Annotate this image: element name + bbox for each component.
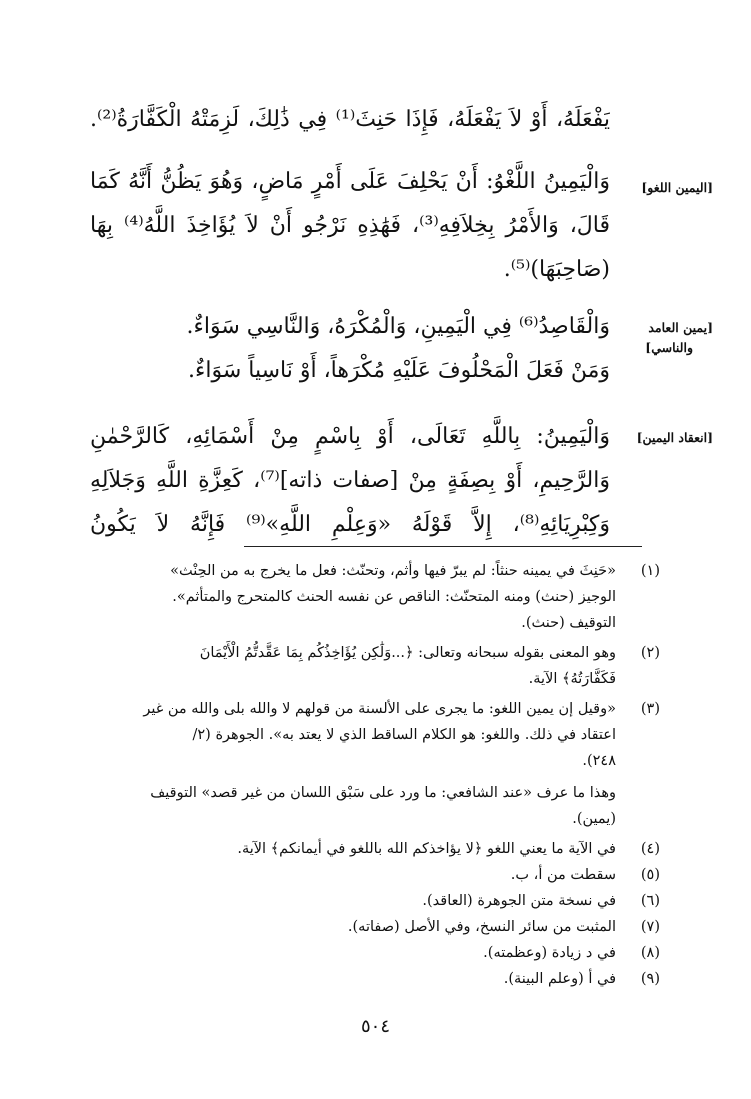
footnote-line: في د زيادة (وعظمته).: [483, 945, 616, 961]
footnote-line: في أ (وعلم البينة).: [503, 971, 616, 987]
footnote-number: (٤): [640, 841, 660, 857]
footnote: [56, 696, 660, 774]
footnote-line: «وقيل إن يمين اللغو: ما يجرى على الألسنة من قولهم لا والله بلى والله من غير: [143, 701, 616, 717]
footnote-line: وهذا ما عرف «عند الشافعي: ما ورد على سَبْق اللسان من غير قصد» التوقيف: [150, 785, 616, 801]
footnote-line: في نسخة متن الجوهرة (العاقد).: [422, 893, 616, 909]
footnote: [56, 940, 660, 966]
text-line: وَالْيَمِينُ اللَّغْوُ: أَنْ يَحْلِفَ عَلَى أَمْرٍ مَاضٍ، وَهُوَ يَظُنُّ أَنَّهُ كَمَا: [90, 169, 610, 194]
text-line: وَالْيَمِينُ: بِاللَّهِ تَعَالَى، أَوْ بِاسْمٍ مِنْ أَسْمَائِهِ، كَالرَّحْمٰنِ: [90, 424, 610, 449]
footnote-line: الوجيز (حنث) ومنه المتحنّث: الناقص عن نفسه الحنث كالمتحرج والمتأثم».: [172, 589, 616, 605]
side-label-text: [اليمين اللغو]: [641, 180, 713, 195]
footnote-number: (٣): [640, 701, 660, 717]
footnote-line: اعتقاد في ذلك. واللغو: هو الكلام الساقط الذي لا يعتد به». الجوهرة (٢/: [192, 727, 616, 743]
footnote-continuation: [56, 780, 660, 832]
text-line: وَالرَّحِيمِ، أَوْ بِصِفَةٍ مِنْ [صفات ذاته]⁽⁷⁾، كَعِزَّةِ اللَّهِ وَجَلاَلِهِ: [90, 468, 610, 493]
footnote-line: وهو المعنى بقوله سبحانه وتعالى: ﴿...وَلَٰكِن يُؤَاخِذُكُم بِمَا عَقَّدتُّمُ الْأَيْمَانَ: [199, 645, 616, 661]
text-line: يَفْعَلَهُ، أَوْ لاَ يَفْعَلَهُ، فَإِذَا حَنِثَ⁽¹⁾ فِي ذَٰلِكَ، لَزِمَتْهُ الْكَفَّارَةُ⁽²⁾.: [90, 107, 610, 132]
footnote: [56, 914, 660, 940]
paragraph-amid: [90, 305, 610, 393]
side-label-amid: [617, 318, 713, 358]
footnote-line: في الآية ما يعني اللغو ﴿لا يؤاخذكم الله باللغو في أيمانكم﴾ الآية.: [237, 841, 616, 857]
footnote-number: (٢): [640, 645, 660, 661]
footnotes: [56, 558, 660, 992]
side-label-laghw: [617, 178, 713, 198]
footnote-line: المثبت من سائر النسخ، وفي الأصل (صفاته).: [347, 919, 616, 935]
side-label-text: [يمين العامد: [648, 320, 713, 335]
footnote: [56, 888, 660, 914]
text-line: قَالَ، وَالأَمْرُ بِخِلاَفِهِ⁽³⁾، فَهَٰذِهِ نَرْجُو أَنْ لاَ يُؤَاخِذَ اللَّهُ⁽⁴⁾ بِهَا: [90, 213, 610, 238]
main-text-block-1: [90, 98, 610, 142]
footnote-line: ٢٤٨).: [582, 753, 616, 769]
side-label-text: [انعقاد اليمين]: [636, 430, 713, 445]
side-label-inikad: [617, 428, 713, 448]
footnote-number: (٥): [640, 867, 660, 883]
paragraph-inikad: [90, 415, 610, 547]
footnote-line: (يمين).: [572, 811, 616, 827]
text-line: وَالْقَاصِدُ⁽⁶⁾ فِي الْيَمِينِ، وَالْمُكْرَهُ، وَالنَّاسِي سَوَاءٌ.: [186, 314, 610, 339]
footnote: [56, 836, 660, 862]
paragraph-laghw: [90, 160, 610, 292]
footnote-number: (٩): [640, 971, 660, 987]
text-line: وَمَنْ فَعَلَ الْمَحْلُوفَ عَلَيْهِ مُكْرَهاً، أَوْ نَاسِياً سَوَاءٌ.: [188, 358, 610, 383]
footnote-line: التوقيف (حنث).: [521, 615, 616, 631]
footnote: [56, 640, 660, 692]
footnote: [56, 558, 660, 636]
footnote-number: (٨): [640, 945, 660, 961]
side-label-text: والناسي]: [645, 340, 693, 355]
footnote-line: فَكَفَّارَتُهُ﴾ الآية.: [528, 671, 616, 687]
text-line: وَكِبْرِيَائِهِ⁽⁸⁾، إِلاَّ قَوْلَهُ «وَعِلْمِ اللَّهِ»⁽⁹⁾ فَإِنَّهُ لاَ يَكُونُ: [90, 512, 610, 537]
footnote-line: سقطت من أ، ب.: [510, 867, 616, 883]
footnote-number: (٧): [640, 919, 660, 935]
footnote-separator: [244, 546, 642, 547]
footnote-number: (٦): [640, 893, 660, 909]
text-line: (صَاحِبَهَا)⁽⁵⁾.: [503, 257, 610, 282]
footnote: [56, 862, 660, 888]
footnote: [56, 966, 660, 992]
footnote-number: (١): [640, 563, 660, 579]
page-number: ٥٠٤: [360, 1016, 390, 1037]
footnote-line: «حَنِثَ في يمينه حنثاً: لم يبرّ فيها وأثم، وتحنّث: فعل ما يخرج به من الحِنْث»: [170, 563, 616, 579]
